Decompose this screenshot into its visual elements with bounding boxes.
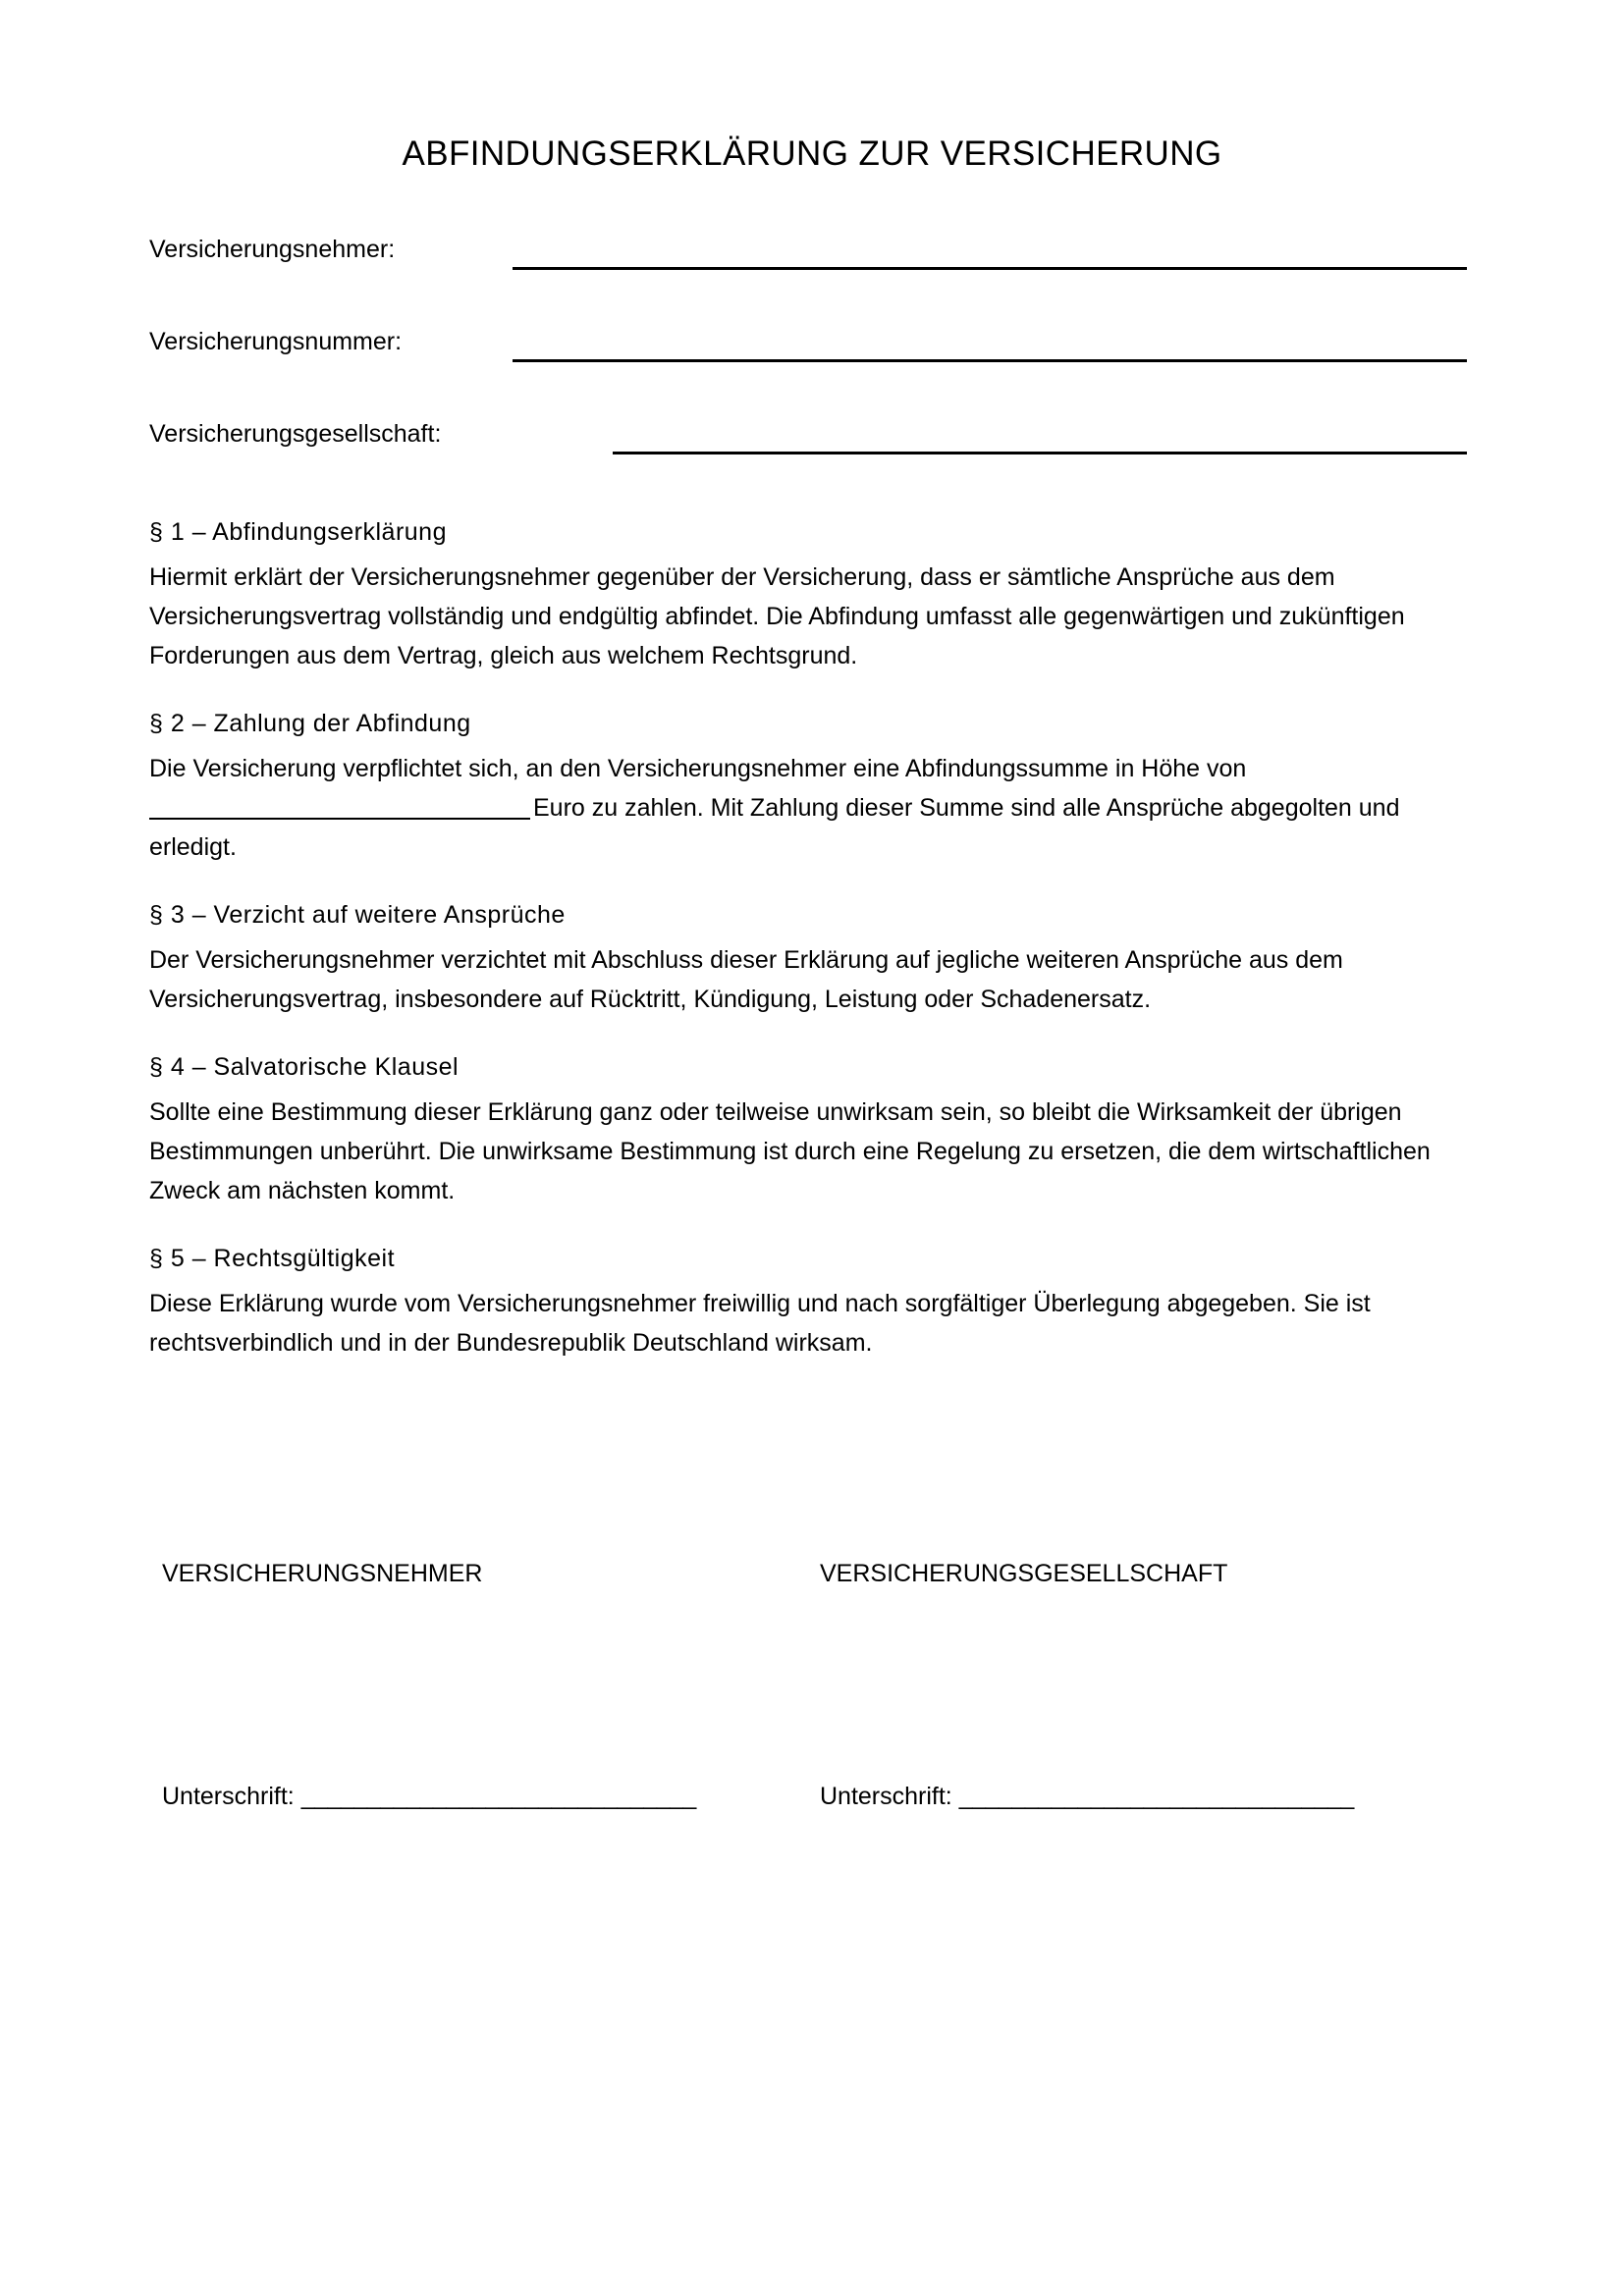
section-heading-2: § 2 – Zahlung der Abfindung <box>149 710 471 737</box>
signature-heading-insurance-company: VERSICHERUNGSGESELLSCHAFT <box>820 1560 1228 1587</box>
form-field-label-policyholder: Versicherungsnehmer: <box>149 236 396 263</box>
signature-caption-policyholder: Unterschrift: <box>162 1783 295 1810</box>
section-heading-4: § 4 – Salvatorische Klausel <box>149 1053 460 1081</box>
form-field-input-policyholder[interactable] <box>513 267 1467 270</box>
form-field-insurance-company <box>149 418 1475 510</box>
section-body-2-after-blank: Euro zu zahlen. Mit Zahlung dieser Summe sind alle Ansprüche abgegolten und erledigt. <box>149 794 1400 861</box>
section-body-5: Diese Erklärung wurde vom Versicherungsnehmer freiwillig und nach sorgfältiger Überlegung abgegeben. Sie ist rechtsverbindlich und in der Bundesrepublik Deutschland wirksam. <box>149 1290 1371 1357</box>
signature-heading-policyholder: VERSICHERUNGSNEHMER <box>162 1560 483 1587</box>
form-field-policy-number <box>149 326 1475 418</box>
section-heading-1: § 1 – Abfindungserklärung <box>149 518 447 546</box>
form-field-input-policy-number[interactable] <box>513 359 1467 362</box>
section-body-3: Der Versicherungsnehmer verzichtet mit Abschluss dieser Erklärung auf jegliche weiteren Ansprüche aus dem Versicherungsvertrag, insbesondere auf Rücktritt, Kündigung, Leistung oder Schadenersatz. <box>149 946 1343 1013</box>
page-title: ABFINDUNGSERKLÄRUNG ZUR VERSICHERUNG <box>402 134 1222 174</box>
signature-block <box>162 1557 1478 1825</box>
section-paragraph-1 <box>149 515 1471 675</box>
section-body-4: Sollte eine Bestimmung dieser Erklärung ganz oder teilweise unwirksam sein, so bleibt die Wirksamkeit der übrigen Bestimmungen unberührt. Die unwirksame Bestimmung ist durch eine Regelung zu ersetzen, die dem wirtschaftlichen Zweck am nächsten kommt. <box>149 1098 1431 1204</box>
form-field-input-insurance-company[interactable] <box>613 452 1467 454</box>
signature-underscores-policyholder: ______________________________ <box>300 1783 696 1810</box>
signature-line-insurance-company[interactable] <box>820 1780 1354 1813</box>
amount-blank-input[interactable] <box>149 794 530 820</box>
section-paragraph-4 <box>149 1050 1471 1210</box>
signature-line-policyholder[interactable] <box>162 1780 696 1813</box>
form-field-label-policy-number: Versicherungsnummer: <box>149 328 403 355</box>
section-paragraph-3 <box>149 898 1471 1019</box>
section-body-2 <box>149 749 1471 867</box>
document-body <box>149 515 1471 1394</box>
form-field-policyholder <box>149 234 1475 326</box>
section-body-1: Hiermit erklärt der Versicherungsnehmer gegenüber der Versicherung, dass er sämtliche Ansprüche aus dem Versicherungsvertrag vollständig und endgültig abfindet. Die Abfindung umfasst alle gegenwärtigen und zukünftigen Forderungen aus dem Vertrag, gleich aus welchem Rechtsgrund. <box>149 563 1405 669</box>
section-heading-3: § 3 – Verzicht auf weitere Ansprüche <box>149 901 566 929</box>
signature-caption-insurance-company: Unterschrift: <box>820 1783 952 1810</box>
form-fields-block <box>149 234 1475 510</box>
signature-lines-row <box>162 1780 1478 1825</box>
signature-headings-row <box>162 1557 1478 1600</box>
section-paragraph-5 <box>149 1242 1471 1362</box>
section-paragraph-2 <box>149 707 1471 867</box>
signature-underscores-insurance-company: ______________________________ <box>958 1783 1354 1810</box>
section-body-2-before-blank: Die Versicherung verpflichtet sich, an den Versicherungsnehmer eine Abfindungssumme in Höhe von <box>149 755 1247 782</box>
section-heading-5: § 5 – Rechtsgültigkeit <box>149 1245 396 1272</box>
form-field-label-insurance-company: Versicherungsgesellschaft: <box>149 420 442 448</box>
